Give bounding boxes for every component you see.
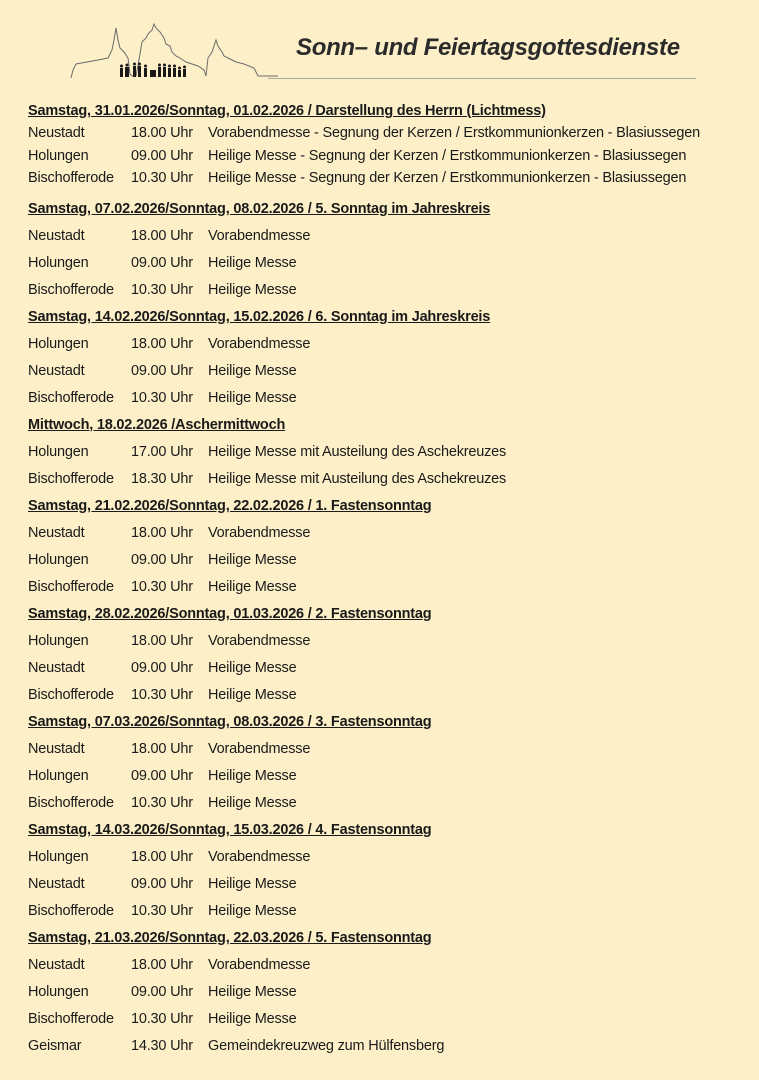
schedule-section: [28, 412, 748, 493]
service-time: 09.00 Uhr: [131, 659, 193, 676]
service-row: [28, 277, 748, 304]
service-place: Bischofferode: [28, 686, 114, 703]
section-title: Samstag, 31.01.2026/Sonntag, 01.02.2026 / Darstellung des Herrn (Lichtmess): [28, 103, 546, 119]
service-description: Vorabendmesse: [208, 848, 311, 865]
service-place: Bischofferode: [28, 902, 114, 919]
service-place: Neustadt: [28, 659, 85, 676]
service-row: [28, 439, 748, 466]
service-description: Heilige Messe: [208, 767, 297, 784]
service-description: Heilige Messe: [208, 578, 297, 595]
section-title: Samstag, 21.03.2026/Sonntag, 22.03.2026 / 5. Fastensonntag: [28, 929, 432, 946]
service-time: 17.00 Uhr: [131, 443, 193, 460]
service-description: Heilige Messe: [208, 281, 297, 298]
service-row: [28, 520, 748, 547]
service-place: Neustadt: [28, 956, 85, 973]
section-title: Samstag, 21.02.2026/Sonntag, 22.02.2026 / 1. Fastensonntag: [28, 497, 432, 514]
page-title: Sonn– und Feiertagsgottesdienste: [296, 34, 680, 61]
service-time: 18.00 Uhr: [131, 848, 193, 865]
service-time: 18.00 Uhr: [131, 227, 193, 244]
service-description: Vorabendmesse: [208, 956, 311, 973]
service-time: 18.00 Uhr: [131, 335, 193, 352]
service-place: Bischofferode: [28, 281, 114, 298]
schedule-section: [28, 196, 748, 304]
service-description: Heilige Messe mit Austeilung des Aschekreuzes: [208, 443, 507, 460]
service-row: [28, 628, 748, 655]
service-row: [28, 1006, 748, 1033]
service-description: Vorabendmesse: [208, 740, 311, 757]
service-time: 10.30 Uhr: [131, 1010, 193, 1027]
service-time: 10.30 Uhr: [131, 578, 193, 595]
service-description: Vorabendmesse: [208, 227, 311, 244]
service-row: [28, 547, 748, 574]
service-description: Heilige Messe: [208, 659, 297, 676]
service-description: Heilige Messe: [208, 794, 297, 811]
service-time: 09.00 Uhr: [131, 147, 193, 164]
service-place: Holungen: [28, 767, 89, 784]
service-row: [28, 952, 748, 979]
service-description: Heilige Messe: [208, 389, 297, 406]
service-place: Holungen: [28, 254, 89, 271]
service-time: 09.00 Uhr: [131, 254, 193, 271]
schedule-section: [28, 100, 748, 190]
schedule-section: [28, 493, 748, 601]
service-description: Heilige Messe: [208, 983, 297, 1000]
schedule-section: [28, 817, 748, 925]
service-time: 09.00 Uhr: [131, 875, 193, 892]
service-row: [28, 1033, 748, 1060]
service-row: [28, 250, 748, 277]
service-row: [28, 331, 748, 358]
service-description: Heilige Messe: [208, 686, 297, 703]
service-row: [28, 844, 748, 871]
service-time: 14.30 Uhr: [131, 1037, 193, 1054]
service-row: [28, 358, 748, 385]
service-time: 18.00 Uhr: [131, 956, 193, 973]
service-place: Holungen: [28, 443, 89, 460]
service-description: Vorabendmesse: [208, 524, 311, 541]
service-place: Bischofferode: [28, 578, 114, 595]
service-row: [28, 763, 748, 790]
schedule-section: [28, 601, 748, 709]
service-time: 09.00 Uhr: [131, 551, 193, 568]
schedule-section: [28, 925, 748, 1060]
service-row: [28, 574, 748, 601]
service-row: [28, 736, 748, 763]
church-skyline-with-people-icon: [68, 18, 278, 84]
service-place: Bischofferode: [28, 794, 114, 811]
service-place: Bischofferode: [28, 170, 114, 186]
schedule: [28, 100, 748, 1060]
service-row: [28, 167, 748, 190]
service-description: Vorabendmesse - Segnung der Kerzen / Erstkommunionkerzen - Blasiussegen: [208, 125, 700, 141]
service-description: Vorabendmesse: [208, 335, 311, 352]
schedule-section: [28, 304, 748, 412]
service-description: Heilige Messe - Segnung der Kerzen / Erstkommunionkerzen - Blasiussegen: [208, 147, 687, 164]
service-row: [28, 466, 748, 493]
service-row: [28, 122, 748, 145]
service-time: 09.00 Uhr: [131, 362, 193, 379]
service-description: Heilige Messe: [208, 362, 297, 379]
service-place: Bischofferode: [28, 389, 114, 406]
service-row: [28, 682, 748, 709]
service-time: 10.30 Uhr: [131, 794, 193, 811]
service-description: Heilige Messe: [208, 551, 297, 568]
service-time: 10.30 Uhr: [131, 902, 193, 919]
service-row: [28, 871, 748, 898]
service-time: 09.00 Uhr: [131, 983, 193, 1000]
service-description: Gemeindekreuzweg zum Hülfensberg: [208, 1037, 445, 1054]
service-description: Vorabendmesse: [208, 632, 311, 649]
service-place: Bischofferode: [28, 470, 114, 487]
service-place: Holungen: [28, 335, 89, 352]
service-description: Heilige Messe: [208, 1010, 297, 1027]
service-row: [28, 655, 748, 682]
service-time: 18.00 Uhr: [131, 740, 193, 757]
section-title: Samstag, 14.02.2026/Sonntag, 15.02.2026 / 6. Sonntag im Jahreskreis: [28, 308, 491, 325]
service-place: Bischofferode: [28, 1010, 114, 1027]
service-time: 18.30 Uhr: [131, 470, 193, 487]
service-time: 18.00 Uhr: [131, 125, 193, 141]
service-description: Heilige Messe - Segnung der Kerzen / Erstkommunionkerzen - Blasiussegen: [208, 170, 687, 186]
service-place: Holungen: [28, 983, 89, 1000]
section-title: Samstag, 28.02.2026/Sonntag, 01.03.2026 / 2. Fastensonntag: [28, 605, 432, 622]
title-divider: [268, 78, 696, 79]
service-place: Neustadt: [28, 362, 85, 379]
service-place: Geismar: [28, 1037, 82, 1054]
service-description: Heilige Messe: [208, 254, 297, 271]
section-title: Samstag, 14.03.2026/Sonntag, 15.03.2026 / 4. Fastensonntag: [28, 821, 432, 838]
service-time: 18.00 Uhr: [131, 632, 193, 649]
service-description: Heilige Messe: [208, 875, 297, 892]
service-row: [28, 385, 748, 412]
service-place: Neustadt: [28, 524, 85, 541]
service-row: [28, 979, 748, 1006]
schedule-section: [28, 709, 748, 817]
section-title: Mittwoch, 18.02.2026 /Aschermittwoch: [28, 416, 286, 433]
service-row: [28, 790, 748, 817]
service-place: Holungen: [28, 632, 89, 649]
service-description: Heilige Messe mit Austeilung des Aschekreuzes: [208, 470, 507, 487]
service-time: 10.30 Uhr: [131, 281, 193, 298]
service-time: 10.30 Uhr: [131, 170, 193, 186]
service-time: 18.00 Uhr: [131, 524, 193, 541]
service-time: 09.00 Uhr: [131, 767, 193, 784]
service-time: 10.30 Uhr: [131, 686, 193, 703]
service-place: Neustadt: [28, 125, 85, 141]
service-place: Neustadt: [28, 227, 85, 244]
service-place: Holungen: [28, 551, 89, 568]
service-place: Holungen: [28, 147, 89, 164]
service-place: Neustadt: [28, 740, 85, 757]
service-place: Neustadt: [28, 875, 85, 892]
service-description: Heilige Messe: [208, 902, 297, 919]
service-place: Holungen: [28, 848, 89, 865]
service-row: [28, 223, 748, 250]
section-title: Samstag, 07.03.2026/Sonntag, 08.03.2026 / 3. Fastensonntag: [28, 713, 432, 730]
service-row: [28, 145, 748, 168]
section-title: Samstag, 07.02.2026/Sonntag, 08.02.2026 / 5. Sonntag im Jahreskreis: [28, 200, 491, 217]
service-row: [28, 898, 748, 925]
service-time: 10.30 Uhr: [131, 389, 193, 406]
page-header: [0, 0, 759, 95]
